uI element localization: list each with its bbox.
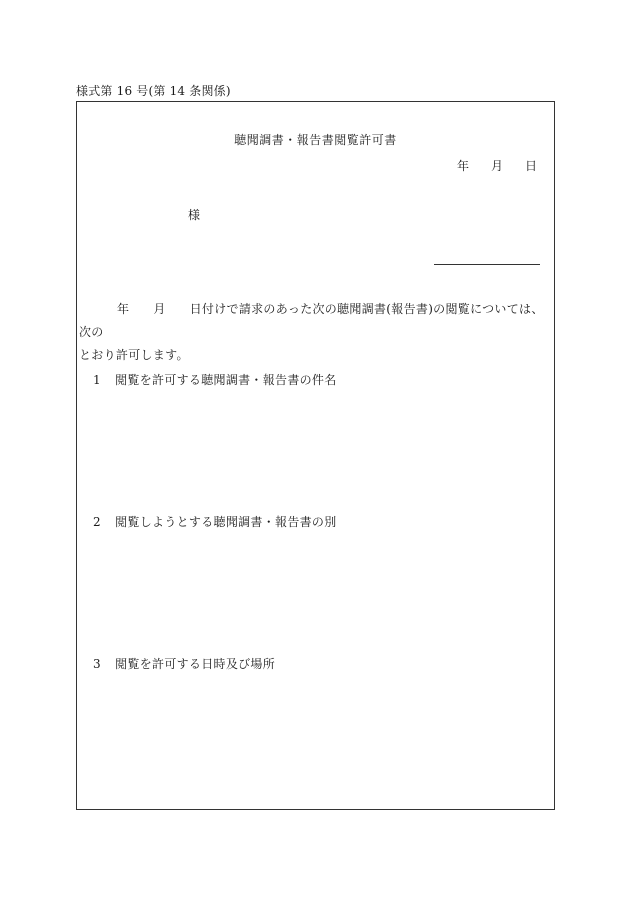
recipient-honorific: 様	[188, 208, 201, 222]
statement-line-2: とおり許可します。	[79, 348, 189, 362]
issuer-signature-line	[434, 264, 540, 265]
date-year-label: 年	[456, 159, 469, 173]
item-label: 閲覧を許可する日時及び場所	[115, 657, 276, 671]
item-datetime-place	[93, 655, 275, 672]
date-month-label: 月	[490, 159, 503, 173]
permit-form-frame	[76, 101, 555, 810]
item-label: 閲覧を許可する聴聞調書・報告書の件名	[115, 373, 337, 387]
item-document-type	[93, 513, 337, 530]
item-number: 2	[93, 515, 101, 529]
item-subject	[93, 371, 337, 388]
statement-line-1: 日付けで請求のあった次の聴聞調書(報告書)の閲覧については、次の	[79, 302, 544, 339]
form-number: 様式第 16 号(第 14 条関係)	[76, 84, 231, 98]
issue-date	[457, 157, 537, 174]
item-number: 3	[93, 657, 101, 671]
item-number: 1	[93, 373, 101, 387]
statement-month-label: 月	[153, 302, 166, 316]
statement-year-label: 年	[117, 302, 130, 316]
item-label: 閲覧しようとする聴聞調書・報告書の別	[115, 515, 337, 529]
document-title: 聴聞調書・報告書閲覧許可書	[234, 133, 397, 147]
date-day-label: 日	[524, 159, 537, 173]
permit-statement	[79, 298, 553, 367]
